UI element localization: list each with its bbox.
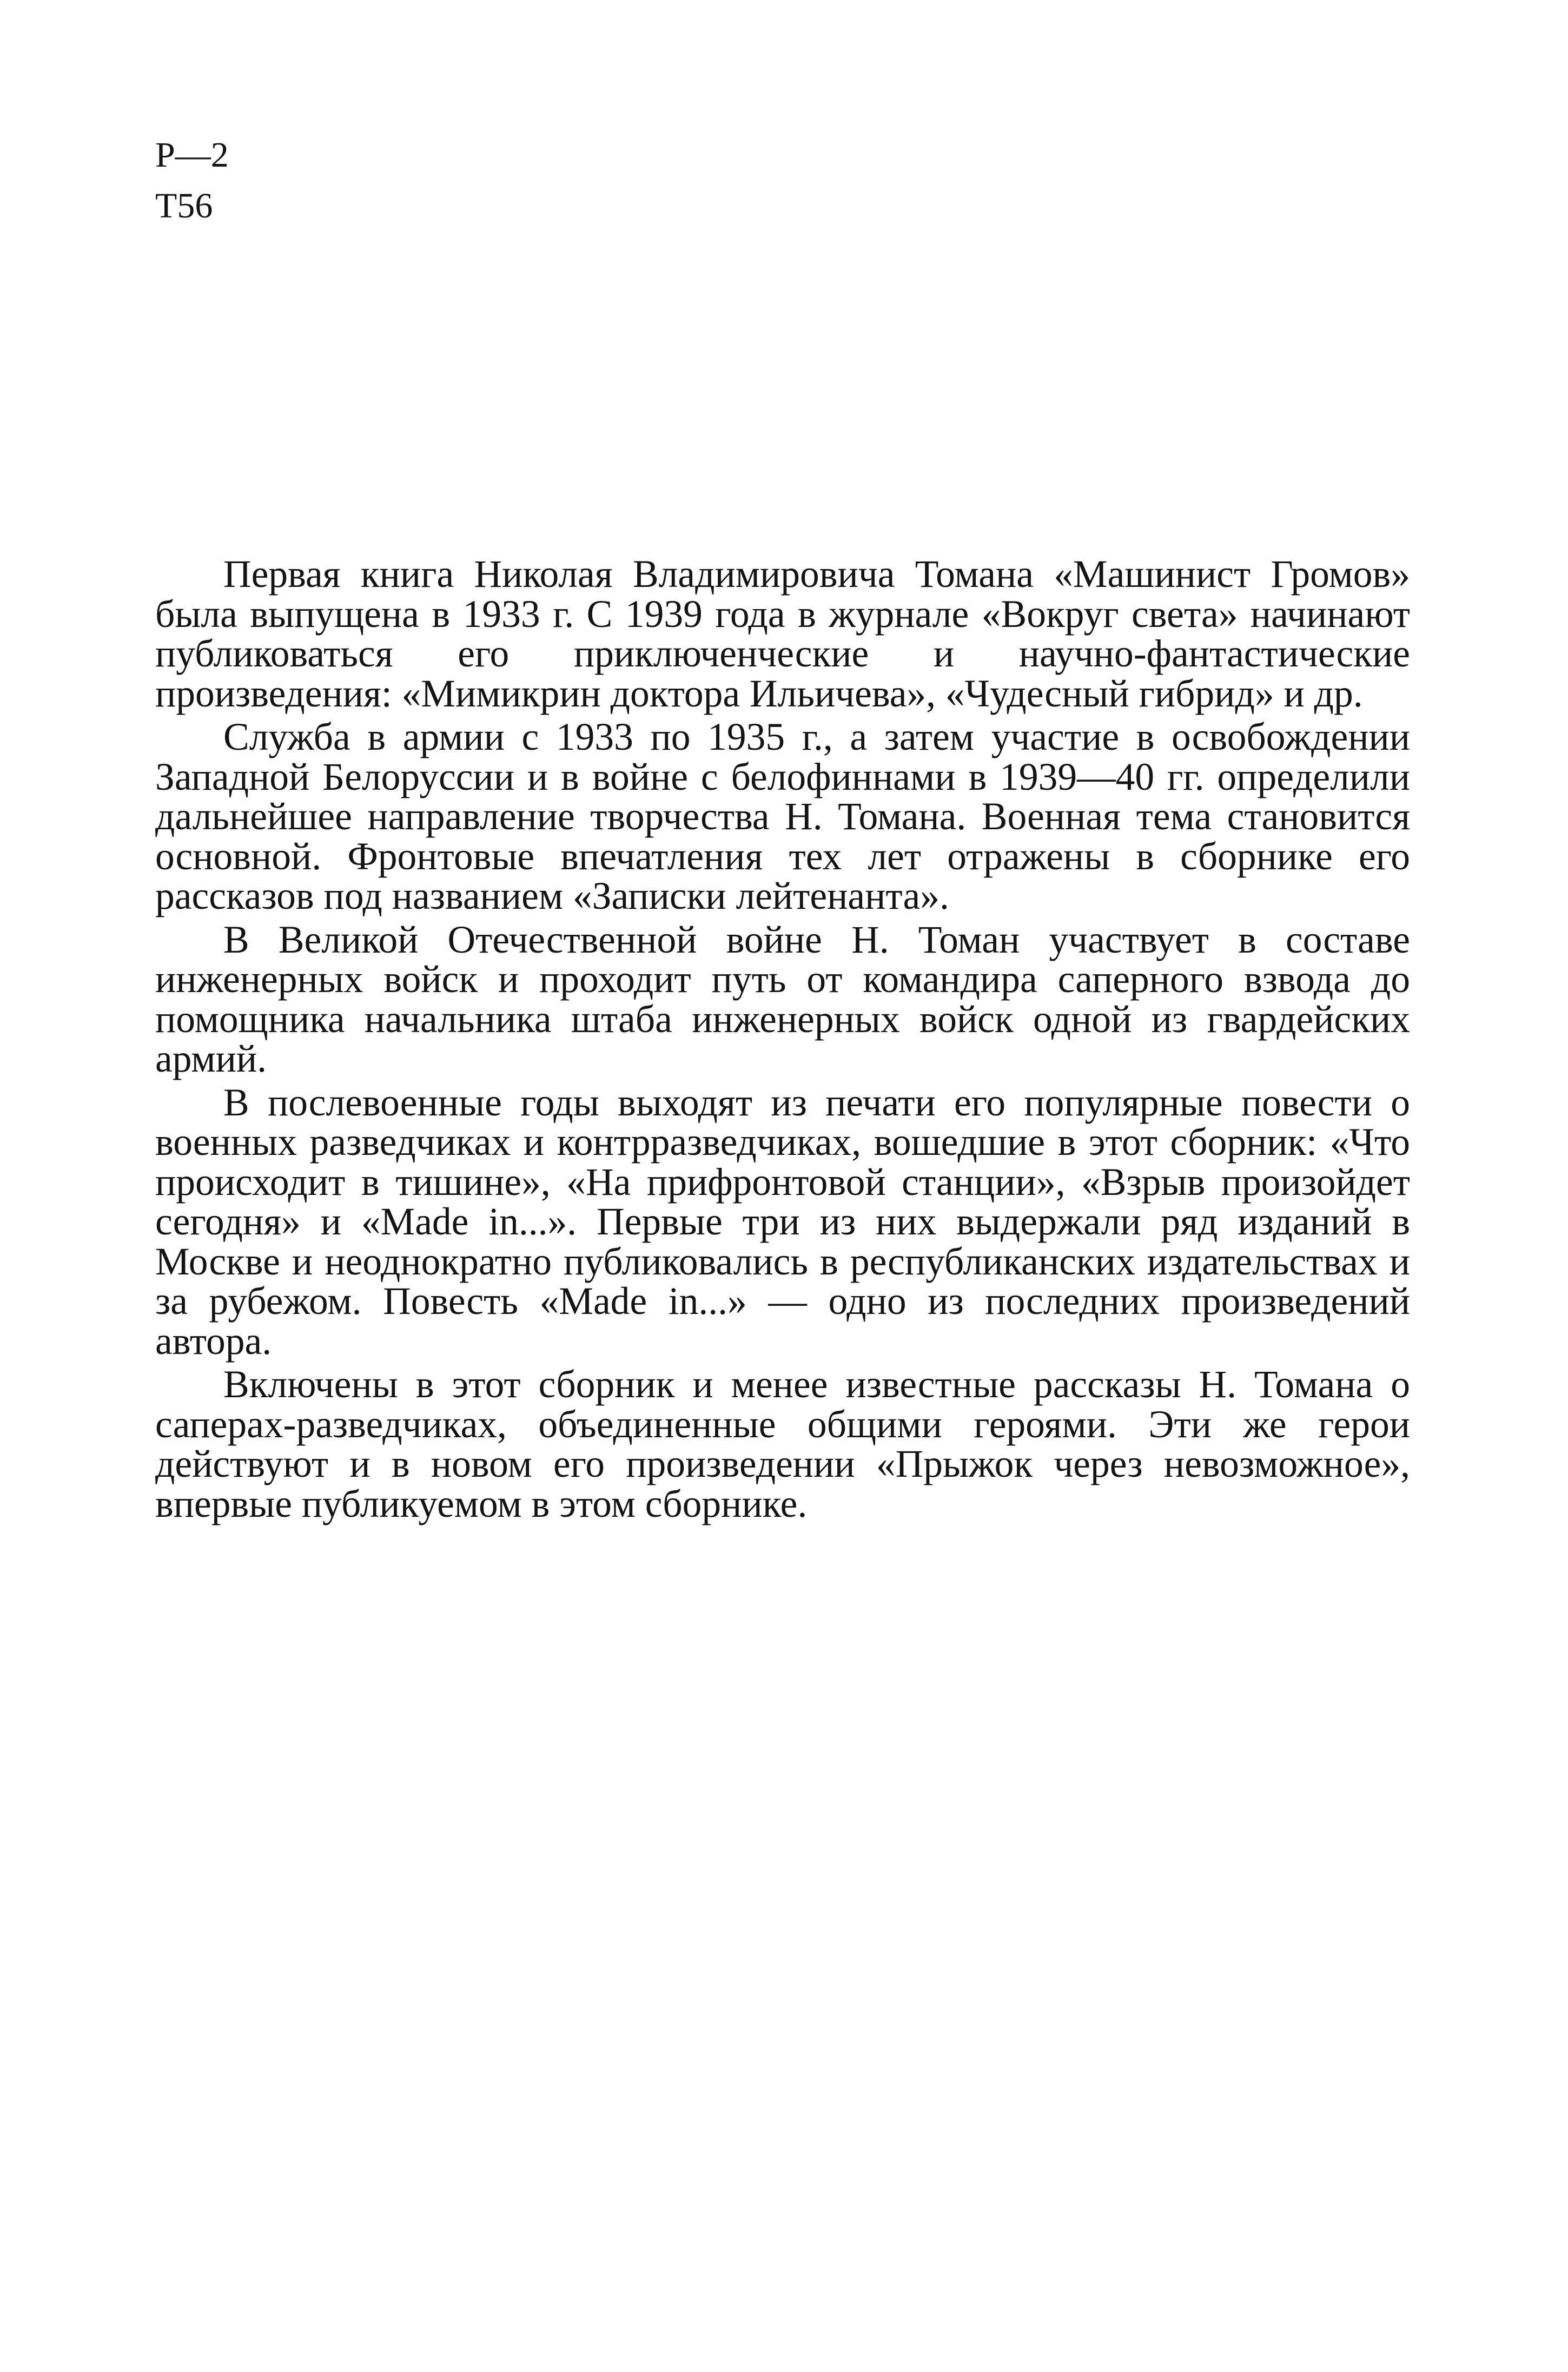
annotation-paragraph: Первая книга Николая Владимировича Томана «Машинист Громов» была выпущена в 1933 г. С 1939 года в журнале «Вокруг света» начинают публиковаться его приключенческие и научно-фантастические произведения: «Мимикрин доктора Ильичева», «Чудесный гибрид» и др. — [155, 553, 1410, 715]
author-mark: Т56 — [155, 186, 213, 226]
annotation-paragraph: В Великой Отечественной войне Н. Томан участвует в составе инженерных войск и проходит путь от командира саперного взвода до помощника начальника штаба инженерных войск одной из гвардейских армий. — [155, 918, 1410, 1080]
bbk-code: Р—2 — [155, 135, 229, 175]
annotation-paragraph: Служба в армии с 1933 по 1935 г., а затем участие в освобождении Западной Белоруссии и в войне с белофиннами в 1939—40 гг. определили дальнейшее направление творчества Н. Томана. Военная тема становится основной. Фронтовые впечатления тех лет отражены в сборнике его рассказов под названием «Записки лейтенанта». — [155, 716, 1410, 917]
annotation-paragraph: В послевоенные годы выходят из печати его популярные повести о военных разведчиках и контрразведчиках, вошедшие в этот сборник: «Что происходит в тишине», «На прифронтовой станции», «Взрыв произойдет сегодня» и «Made in...». Первые три из них выдержали ряд изданий в Москве и неоднократно публиковались в республиканских издательствах и за рубежом. Повесть «Made in...» — одно из последних произведений автора. — [155, 1081, 1410, 1363]
annotation-paragraph: Включены в этот сборник и менее известные рассказы Н. Томана о саперах-разведчиках, объединенные общими героями. Эти же герои действуют и в новом его произведении «Прыжок через невозможное», впервые публикуемом в этом сборнике. — [155, 1363, 1410, 1525]
library-codes — [155, 130, 229, 232]
annotation-text — [155, 554, 1410, 1528]
